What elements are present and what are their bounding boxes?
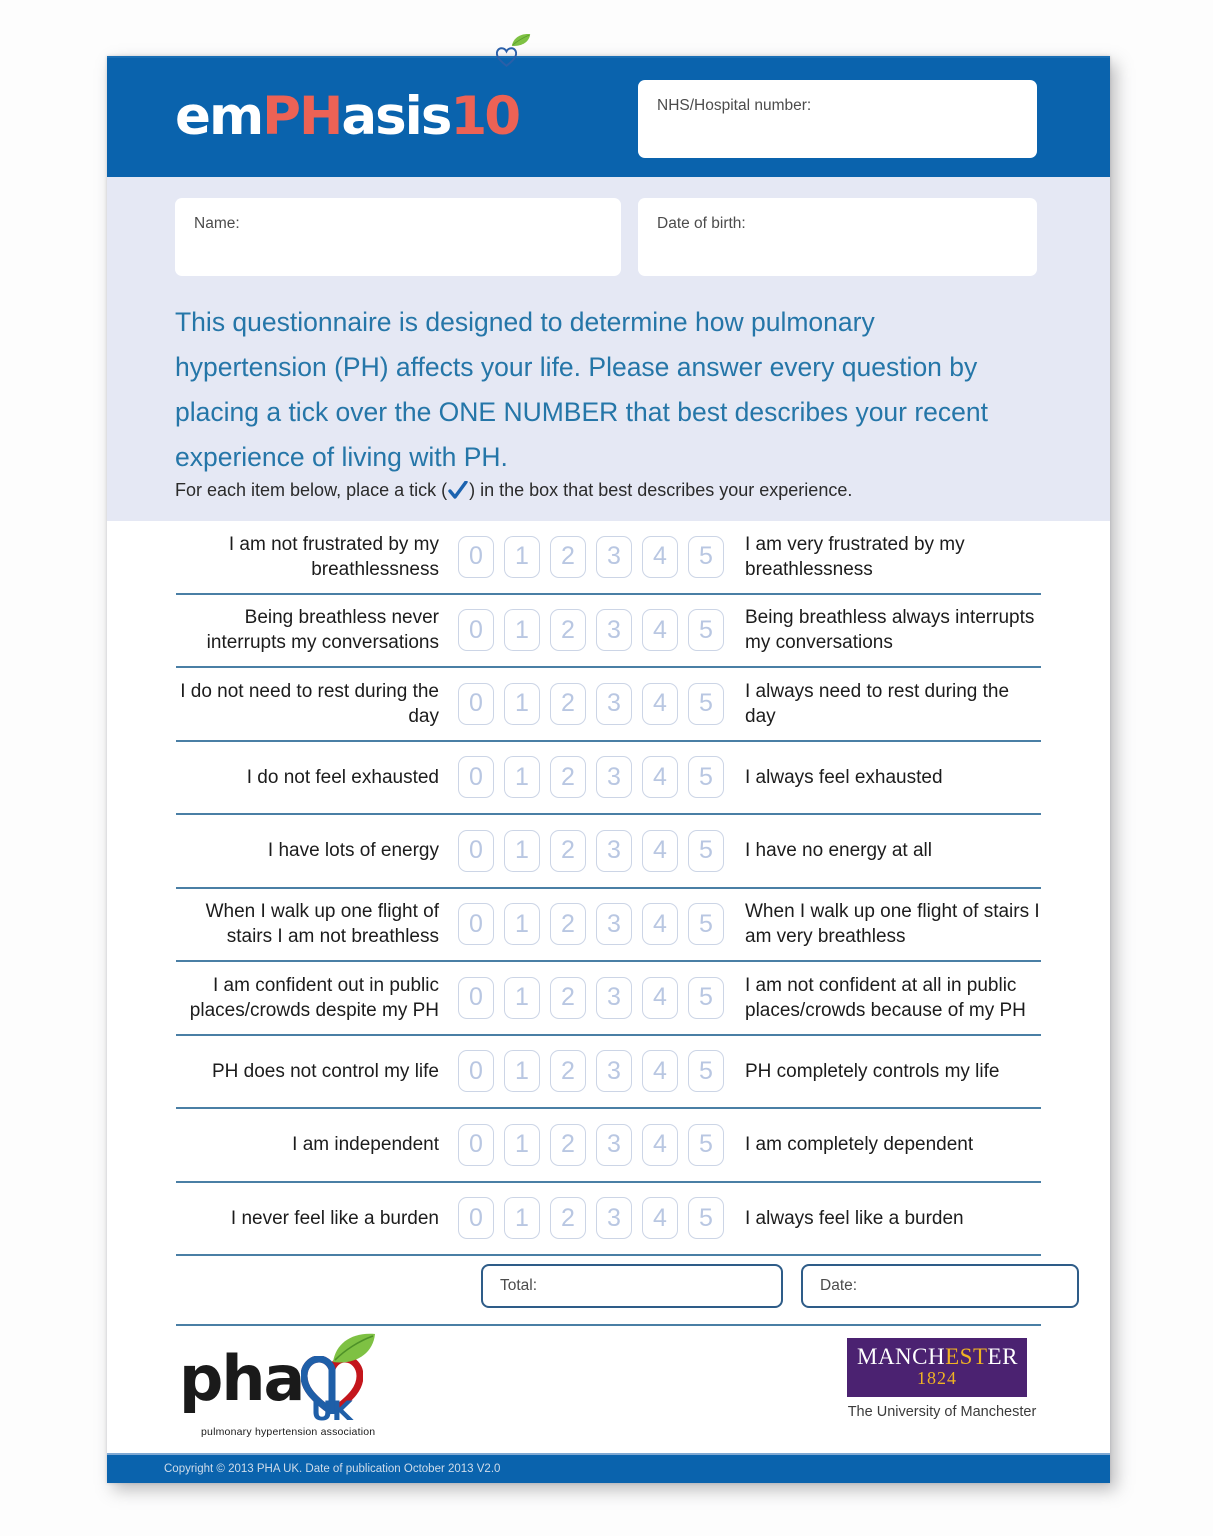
date-of-birth-field[interactable] xyxy=(638,198,1037,276)
rating-scale xyxy=(458,977,724,1019)
rating-scale xyxy=(458,536,724,578)
rating-option-2[interactable]: 2 xyxy=(550,903,586,945)
rating-option-5[interactable]: 5 xyxy=(688,609,724,651)
rating-option-0[interactable]: 0 xyxy=(458,1197,494,1239)
rating-scale xyxy=(458,830,724,872)
header-band xyxy=(107,56,1110,177)
logo-text-em: em xyxy=(175,86,263,147)
rating-option-4[interactable]: 4 xyxy=(642,1050,678,1092)
heart-icon xyxy=(496,47,517,67)
question-left-label: PH does not control my life xyxy=(211,1060,439,1082)
nhs-hospital-number-label: NHS/Hospital number: xyxy=(657,97,812,114)
table-row xyxy=(176,1109,1041,1183)
table-row xyxy=(176,962,1041,1036)
rating-option-2[interactable]: 2 xyxy=(550,536,586,578)
rating-scale xyxy=(458,609,724,651)
rating-option-2[interactable]: 2 xyxy=(550,609,586,651)
table-row xyxy=(176,521,1041,595)
pha-wordmark: pha xyxy=(179,1342,304,1415)
question-right-label: I am completely dependent xyxy=(745,1134,974,1156)
rating-option-4[interactable]: 4 xyxy=(642,903,678,945)
rating-option-1[interactable]: 1 xyxy=(504,756,540,798)
rating-scale xyxy=(458,903,724,945)
table-row xyxy=(176,668,1041,742)
rating-option-4[interactable]: 4 xyxy=(642,536,678,578)
manchester-badge xyxy=(847,1338,1027,1397)
rating-option-3[interactable]: 3 xyxy=(596,830,632,872)
rating-option-4[interactable]: 4 xyxy=(642,1197,678,1239)
rating-option-0[interactable]: 0 xyxy=(458,683,494,725)
rating-option-3[interactable]: 3 xyxy=(596,683,632,725)
rating-option-4[interactable]: 4 xyxy=(642,977,678,1019)
question-left-label: I am confident out in public places/crowds despite my PH xyxy=(189,974,439,1021)
question-left-label: When I walk up one flight of stairs I am not breathless xyxy=(205,901,439,948)
manchester-subtitle: The University of Manchester xyxy=(847,1403,1037,1420)
tick-instruction-prefix: For each item below, place a tick ( xyxy=(175,480,448,500)
rating-scale xyxy=(458,756,724,798)
table-row xyxy=(176,1183,1041,1257)
rating-option-5[interactable]: 5 xyxy=(688,1124,724,1166)
rating-option-3[interactable]: 3 xyxy=(596,1050,632,1092)
rating-option-3[interactable]: 3 xyxy=(596,756,632,798)
totals-strip xyxy=(176,1256,1041,1326)
total-field[interactable] xyxy=(481,1264,783,1308)
rating-scale xyxy=(458,1197,724,1239)
rating-option-2[interactable]: 2 xyxy=(550,977,586,1019)
rating-option-4[interactable]: 4 xyxy=(642,683,678,725)
logo-text-zero: 0 xyxy=(484,86,519,147)
manchester-year: 1824 xyxy=(917,1368,957,1388)
logo-text-asis: asis xyxy=(341,86,451,147)
manchester-word-man: MANCH xyxy=(857,1344,946,1369)
question-right-label: Being breathless always interrupts my conversations xyxy=(745,607,1035,654)
question-left-label: I am independent xyxy=(292,1134,439,1156)
questionnaire-sheet xyxy=(107,56,1110,1483)
rating-option-0[interactable]: 0 xyxy=(458,830,494,872)
rating-option-1[interactable]: 1 xyxy=(504,536,540,578)
tick-instruction xyxy=(175,480,1055,501)
rating-option-1[interactable]: 1 xyxy=(504,683,540,725)
rating-option-2[interactable]: 2 xyxy=(550,1050,586,1092)
rating-option-3[interactable]: 3 xyxy=(596,1197,632,1239)
rating-option-1[interactable]: 1 xyxy=(504,830,540,872)
rating-option-2[interactable]: 2 xyxy=(550,756,586,798)
rating-option-1[interactable]: 1 xyxy=(504,609,540,651)
table-row xyxy=(176,815,1041,889)
rating-option-0[interactable]: 0 xyxy=(458,756,494,798)
rating-option-2[interactable]: 2 xyxy=(550,830,586,872)
rating-option-3[interactable]: 3 xyxy=(596,1124,632,1166)
rating-option-3[interactable]: 3 xyxy=(596,903,632,945)
copyright-text: Copyright © 2013 PHA UK. Date of publication October 2013 V2.0 xyxy=(164,1463,501,1475)
rating-option-1[interactable]: 1 xyxy=(504,903,540,945)
question-right-label: I always feel like a burden xyxy=(745,1207,964,1229)
rating-option-1[interactable]: 1 xyxy=(504,1197,540,1239)
name-field[interactable] xyxy=(175,198,621,276)
rating-option-5[interactable]: 5 xyxy=(688,903,724,945)
table-row xyxy=(176,742,1041,816)
rating-option-5[interactable]: 5 xyxy=(688,1050,724,1092)
nhs-hospital-number-field[interactable] xyxy=(638,80,1037,158)
question-right-label: PH completely controls my life xyxy=(745,1060,1000,1082)
question-right-label: I always need to rest during the day xyxy=(745,680,1010,727)
rating-option-2[interactable]: 2 xyxy=(550,1124,586,1166)
rating-option-0[interactable]: 0 xyxy=(458,977,494,1019)
question-left-label: I never feel like a burden xyxy=(230,1207,439,1229)
rating-option-5[interactable]: 5 xyxy=(688,977,724,1019)
question-right-label: I am very frustrated by my breathlessness xyxy=(745,533,965,580)
rating-option-0[interactable]: 0 xyxy=(458,1050,494,1092)
intro-paragraph: This questionnaire is designed to determine how pulmonary hypertension (PH) affects your life. Please answer every question by placing a tick over the ONE NUMBER that best describes your recent experience of living with PH. xyxy=(175,307,989,472)
rating-option-2[interactable]: 2 xyxy=(550,683,586,725)
rating-option-1[interactable]: 1 xyxy=(504,1124,540,1166)
name-label: Name: xyxy=(194,215,240,232)
manchester-word-est: EST xyxy=(945,1344,988,1369)
question-left-label: Being breathless never interrupts my conversations xyxy=(206,607,439,654)
emphasis10-logo xyxy=(175,86,518,146)
pha-uk-text: UK xyxy=(311,1396,352,1427)
pha-tagline: pulmonary hypertension association xyxy=(201,1426,376,1438)
rating-option-3[interactable]: 3 xyxy=(596,609,632,651)
question-left-label: I am not frustrated by my breathlessness xyxy=(228,533,439,580)
rating-option-0[interactable]: 0 xyxy=(458,609,494,651)
rating-option-0[interactable]: 0 xyxy=(458,536,494,578)
date-field[interactable] xyxy=(801,1264,1079,1308)
questions-list xyxy=(107,521,1110,1256)
rating-option-4[interactable]: 4 xyxy=(642,830,678,872)
logo-footer xyxy=(107,1326,1110,1456)
table-row xyxy=(176,1036,1041,1110)
question-right-label: I always feel exhausted xyxy=(745,766,943,788)
table-row xyxy=(176,889,1041,963)
rating-scale xyxy=(458,1124,724,1166)
tick-instruction-suffix: ) in the box that best describes your experience. xyxy=(469,480,853,500)
rating-option-5[interactable]: 5 xyxy=(688,536,724,578)
university-of-manchester-logo xyxy=(847,1338,1037,1420)
manchester-wordmark xyxy=(857,1345,1017,1368)
date-of-birth-label: Date of birth: xyxy=(657,215,746,232)
question-left-label: I have lots of energy xyxy=(267,840,439,862)
rating-option-4[interactable]: 4 xyxy=(642,1124,678,1166)
rating-option-5[interactable]: 5 xyxy=(688,683,724,725)
rating-option-4[interactable]: 4 xyxy=(642,609,678,651)
table-row xyxy=(176,595,1041,669)
logo-text-one: 1 xyxy=(450,86,485,147)
rating-option-5[interactable]: 5 xyxy=(688,756,724,798)
question-right-label: I have no energy at all xyxy=(745,840,932,862)
pha-uk-logo xyxy=(173,1334,393,1444)
date-label: Date: xyxy=(820,1277,858,1294)
question-right-label: I am not confident at all in public places/crowds because of my PH xyxy=(745,974,1026,1021)
rating-option-0[interactable]: 0 xyxy=(458,903,494,945)
logo-text-ph: PH xyxy=(262,86,342,147)
rating-option-0[interactable]: 0 xyxy=(458,1124,494,1166)
rating-option-1[interactable]: 1 xyxy=(504,1050,540,1092)
rating-option-3[interactable]: 3 xyxy=(596,536,632,578)
rating-scale xyxy=(458,683,724,725)
intro-band xyxy=(107,177,1110,521)
question-right-label: When I walk up one flight of stairs I am very breathless xyxy=(745,901,1040,948)
checkmark-icon xyxy=(447,481,469,500)
rating-option-5[interactable]: 5 xyxy=(688,830,724,872)
rating-option-4[interactable]: 4 xyxy=(642,756,678,798)
total-label: Total: xyxy=(500,1277,538,1294)
question-left-label: I do not feel exhausted xyxy=(246,766,439,788)
question-left-label: I do not need to rest during the day xyxy=(180,680,439,727)
pha-leaf-icon xyxy=(331,1332,377,1364)
copyright-band xyxy=(107,1453,1110,1483)
manchester-word-er: ER xyxy=(987,1344,1018,1369)
leaf-icon xyxy=(511,33,531,47)
rating-scale xyxy=(458,1050,724,1092)
rating-option-5[interactable]: 5 xyxy=(688,1197,724,1239)
rating-option-3[interactable]: 3 xyxy=(596,977,632,1019)
rating-option-2[interactable]: 2 xyxy=(550,1197,586,1239)
logo-zero-group xyxy=(484,86,518,147)
rating-option-1[interactable]: 1 xyxy=(504,977,540,1019)
